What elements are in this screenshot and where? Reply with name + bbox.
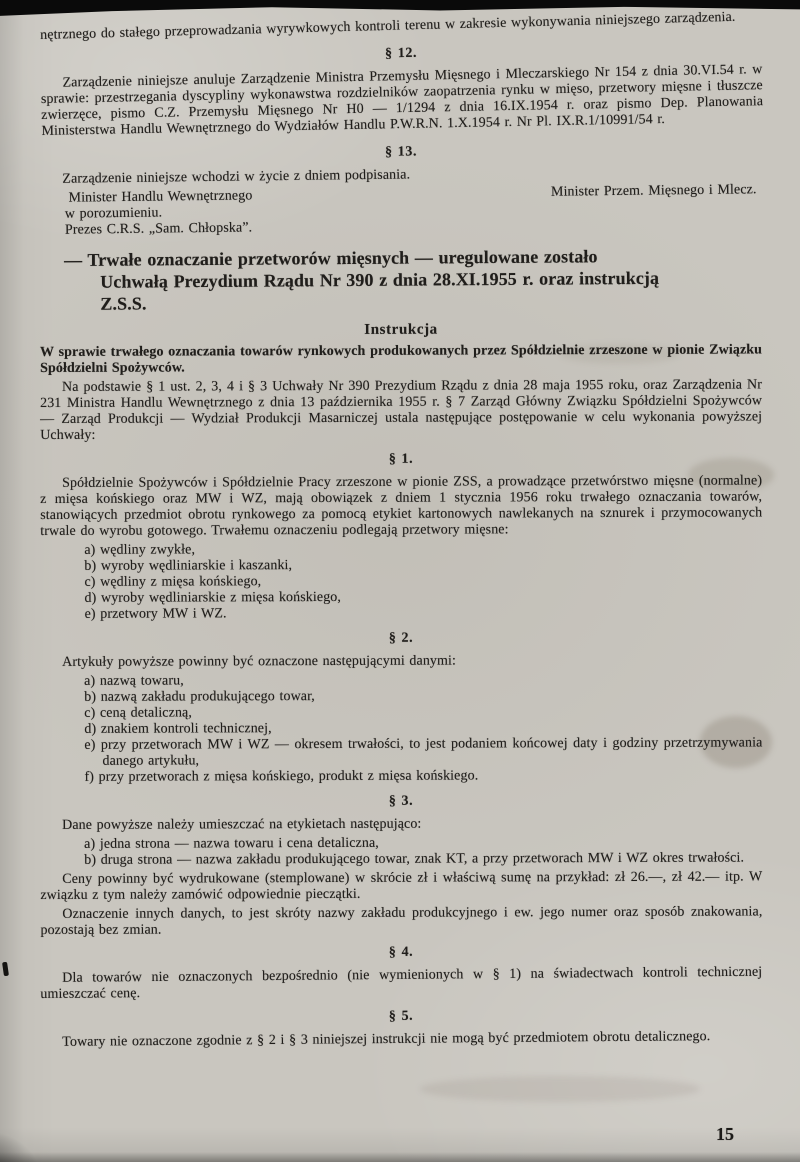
section-2-heading: § 2. — [388, 630, 414, 646]
list-item: b) druga strona — nazwa zakładu produkującego towar, znak KT, a przy przetworach MW i WZ okres trwałości. — [84, 850, 745, 868]
list-item: b) wyroby wędliniarskie i kaszanki, — [84, 558, 293, 574]
bleedthrough-smudge — [420, 1076, 700, 1102]
section-3-heading: § 3. — [388, 793, 414, 809]
section-2 — [40, 629, 763, 786]
section-12 — [40, 39, 764, 140]
list-item: f) przy przetworach z mięsa końskiego, produkt z mięsa końskiego. — [84, 768, 479, 785]
section-4-heading: § 4. — [388, 944, 414, 960]
section-3-list — [40, 834, 762, 869]
list-item: a) nazwą towaru, — [84, 673, 184, 689]
section-1 — [40, 450, 763, 623]
page-number: 15 — [716, 1124, 734, 1144]
document-content — [40, 9, 764, 1054]
instruction-subject: W sprawie trwałego oznaczania towarów rynkowych produkowanych przez Spółdzielnie zrzeszone w pionie Związku Spółdzielni Spożywców. — [40, 342, 763, 376]
section-5-heading: § 5. — [388, 1008, 414, 1024]
in-agreement-line: w porozumieniu. — [64, 205, 163, 222]
scan-artifact — [2, 962, 9, 977]
list-item: b) nazwą zakładu produkującego towar, — [84, 689, 315, 705]
scan-edge-bottom — [0, 1152, 800, 1162]
section-5-paragraph: Towary nie oznaczone zgodnie z § 2 i § 3 niniejszej instrukcji nie mogą być przedmiotem obrotu detalicznego. — [62, 1029, 711, 1050]
list-item: e) przy przetworach MW i WZ — okresem trwałości, to jest podaniem końcowej daty i godziny przetrzymywania danego artykułu, — [84, 735, 763, 769]
section-3-paragraph-other: Oznaczenie innych danych, to jest skróty nazwy zakładu produkcyjnego i ew. jego numer oraz sposób znakowania, pozostają bez zmian. — [40, 904, 763, 938]
section-3 — [40, 792, 762, 939]
list-item: c) wędliny z mięsa końskiego, — [84, 574, 262, 590]
list-item: e) przetwory MW i WZ. — [84, 606, 227, 622]
list-item: a) wędliny zwykłe, — [84, 542, 196, 558]
signature-left: Minister Handlu Wewnętrznego — [68, 188, 253, 206]
section-13-heading: § 13. — [384, 144, 418, 160]
list-item: d) znakiem kontroli technicznej, — [84, 721, 272, 737]
section-3-paragraph-prices: Ceny powinny być wydrukowane (stemplowane) w skrócie zł i właściwą sumę na przykład: zł 26.—, zł 42.— itp. W związku z tym należy zamówić odpowiednie pieczątki. — [40, 869, 763, 903]
section-2-intro: Artykuły powyższe powinny być oznaczone następującymi danymi: — [62, 653, 457, 670]
section-1-list — [40, 540, 762, 623]
section-13 — [40, 140, 763, 239]
instruction-heading: Instrukcja — [364, 321, 438, 338]
section-5 — [40, 1006, 762, 1051]
section-12-heading: § 12. — [384, 45, 418, 62]
list-item: c) ceną detaliczną, — [84, 705, 192, 721]
section-1-paragraph: Spółdzielnie Spożywców i Spółdzielnie Pracy zrzeszone w pionie ZSS, a prowadzące przetwórstwo mięsne (normalne) z mięsa końskiego oraz MW i WZ, mają obowiązek z dniem 1 stycznia 1956 roku trwałego oznaczania towarów, stanowiących przedmiot obrotu rynkowego za pomocą etykiet kartonowych nawlekanych na sznurek i przymocowanych trwale do wyrobu gotowego. Trwałemu oznaczeniu podlegają przetwory mięsne: — [40, 473, 763, 539]
list-item: d) wyroby wędliniarskie z mięsa końskiego, — [84, 589, 342, 606]
section-1-heading: § 1. — [388, 451, 414, 467]
list-item: a) jedna strona — nazwa towaru i cena detaliczna, — [84, 835, 379, 852]
effective-date-line: Zarządzenie niniejsze wchodzi w życie z dniem podpisania. — [62, 167, 411, 187]
section-4-paragraph: Dla towarów nie oznaczonych bezpośrednio (nie wymienionych w § 1) na świadectwach kontroli technicznej umieszczać cenę. — [40, 964, 763, 1002]
section-3-intro: Dane powyższe należy umieszczać na etykietach następująco: — [62, 816, 422, 833]
marking-regulation-note: — Trwałe oznaczanie przetworów mięsnych — uregulowane zostało Uchwałą Prezydium Rządu Nr 390 z dnia 28.XI.1955 r. oraz instrukcją Z.S.S. — [64, 246, 660, 314]
president-line: Prezes C.R.S. „Sam. Chłopska”. — [64, 220, 253, 238]
section-12-paragraph: Zarządzenie niniejsze anuluje Zarządzenie Ministra Przemysłu Mięsnego i Mleczarskiego Nr 154 z dnia 30.VI.54 r. w sprawie: przestrzegania dyscypliny wykonawstwa rozdzielników zaopatrzenia rynku w mięso, przetwory mięsne i tłuszcze zwierzęce, pismo C.Z. Przemysłu Mięsnego Nr H0 — 1/1294 z dnia 16.IX.1954 r. oraz pismo Dep. Planowania Ministerstwa Handlu Wewnętrznego do Wydziałów Handlu P.W.R.N. 1.X.1954 r. Nr Pl. IX.R.1/10991/54 r. — [40, 62, 764, 139]
instruction-basis: Na podstawie § 1 ust. 2, 3, 4 i § 3 Uchwały Nr 390 Prezydium Rządu z dnia 28 maja 1955 roku, oraz Zarządzenia Nr 231 Ministra Handlu Wewnętrznego z dnia 13 października 1955 r. § 7 Zarząd Główny Związku Spółdzielni Spożywców — Zarząd Produkcji — Wydział Produkcji Masarniczej ustala następujące postępowanie w celu wykonania powyższej Uchwały: — [40, 377, 763, 443]
section-2-list — [40, 671, 762, 786]
signature-right: Minister Przem. Mięsnego i Mlecz. — [550, 182, 757, 200]
section-4 — [40, 942, 762, 1003]
continued-paragraph: nętrznego do stałego przeprowadzania wyrywkowych kontroli terenu w zakresie wykonywania niniejszego zarządzenia. — [40, 9, 736, 43]
